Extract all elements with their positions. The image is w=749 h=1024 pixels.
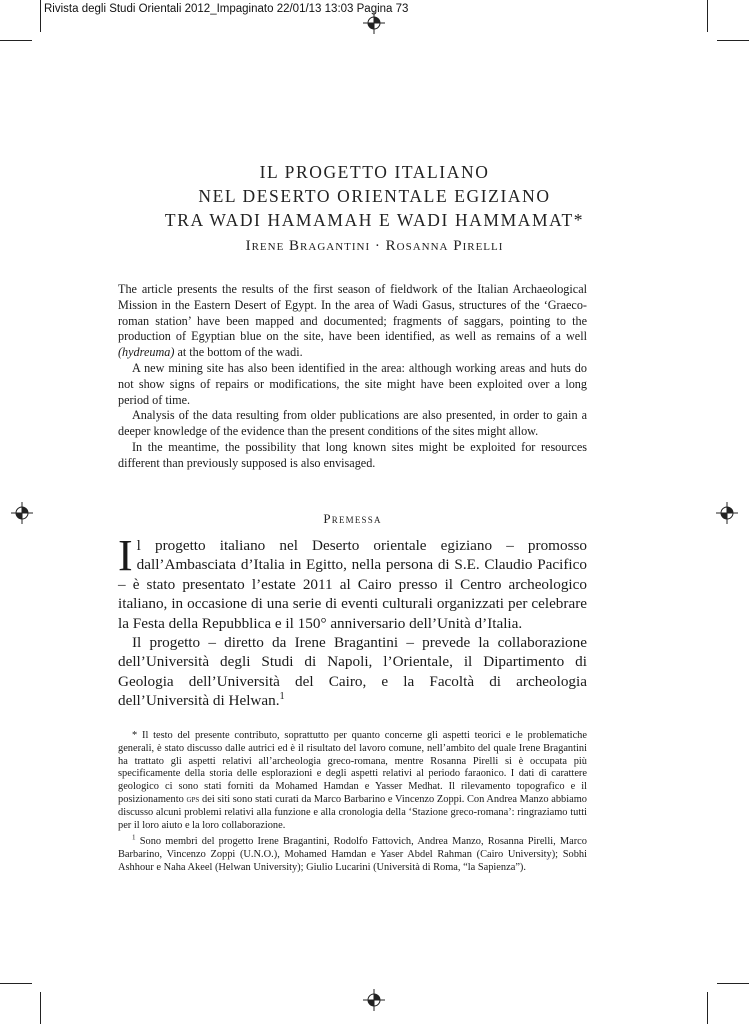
footnote-mark: * bbox=[132, 730, 138, 741]
article-authors: Irene Bragantini · Rosanna Pirelli bbox=[245, 238, 504, 254]
registration-mark-bottom-icon bbox=[363, 989, 385, 1011]
crop-mark-top-left-v bbox=[40, 0, 41, 32]
abstract-text: The article presents the results of the first season of fieldwork of the Italian Archaeological Mission in the Eastern Desert of Egypt. In the area of Wadi Gasus, structures of the ‘Graeco-roman station’ have been mapped and documented; fragments of saggars, pointing to the production of Egyptian blue on the site, have been identified, as well as remains of a well bbox=[118, 282, 587, 344]
abstract bbox=[118, 282, 587, 472]
drop-cap: I bbox=[118, 531, 133, 580]
title-line: TRA WADI HAMAMAH E WADI HAMMAMAT* bbox=[164, 210, 585, 230]
crop-mark-bottom-left-h bbox=[0, 983, 32, 984]
footnote-text: Il testo del presente contributo, soprattutto per quanto concerne gli aspetti teorici e le problematiche generali, è stato discusso dalle autrici ed è il risultato del lavoro comune, nell’ambito del quale Irene Bragantini ha trattato gli aspetti relativi all’archeologia greco-romana, mentre Rosanna Pirelli si è occupata più specificamente della storia delle esplorazioni e degli aspetti relativi al periodo faraonico. I dati di carattere geologico ci sono stati forniti da Mohamed Hamdan e Yasser Medhat. Il rilevamento topografico e il posizionamento bbox=[118, 730, 587, 805]
title-line: IL PROGETTO ITALIANO bbox=[259, 162, 490, 182]
footnote-mark: 1 bbox=[132, 833, 136, 842]
abstract-paragraph: Analysis of the data resulting from older publications are also presented, in order to gain a deeper knowledge of the evidence than the present conditions of the sites might allow. bbox=[118, 408, 587, 439]
footnote-ref: 1 bbox=[279, 691, 285, 703]
abstract-term: (hydreuma) bbox=[118, 345, 175, 360]
crop-mark-top-right-v bbox=[707, 0, 708, 32]
footnote-text: dei siti sono stati curati da Marco Barbarino e Vincenzo Zoppi. Con Andrea Manzo abbiamo discusso alcuni problemi relativi alla funzione e alla cronologia della ‘Stazione greco-romana’: ringraziamo tutti per il loro aiuto e la loro collaborazione. bbox=[118, 793, 587, 831]
print-slug: Rivista degli Studi Orientali 2012_Impaginato 22/01/13 13:03 Pagina 73 bbox=[44, 3, 409, 15]
abstract-text: at the bottom of the wadi. bbox=[174, 345, 303, 360]
crop-mark-top-left-h bbox=[0, 40, 32, 41]
crop-mark-bottom-right-v bbox=[707, 992, 708, 1024]
body-text bbox=[118, 531, 587, 711]
footnote-text: gps bbox=[186, 793, 200, 805]
abstract-paragraph: A new mining site has also been identified in the area: although working areas and huts do not show signs of repairs or modifications, the site might have been exploited over a long period of time. bbox=[118, 360, 587, 407]
registration-mark-right-icon bbox=[716, 502, 738, 524]
crop-mark-top-right-h bbox=[717, 40, 749, 41]
crop-mark-bottom-right-h bbox=[717, 983, 749, 984]
body-paragraph bbox=[118, 531, 587, 633]
abstract-paragraph bbox=[118, 282, 587, 361]
body-paragraph bbox=[118, 633, 587, 711]
registration-mark-left-icon bbox=[11, 502, 33, 524]
footnotes bbox=[118, 730, 587, 879]
crop-mark-bottom-left-v bbox=[40, 992, 41, 1024]
footnote-text: Sono membri del progetto Irene Bragantini, Rodolfo Fattovich, Andrea Manzo, Rosanna Pirelli, Marco Barbarino, Vincenzo Zoppi (U.N.O.), Mohamed Hamdan e Yaser Abdel Rahman (Cairo University); Sobhi Ashhour e Naha Akeel (Helwan University); Giulio Lucarini (Università di Roma, “la Sapienza”). bbox=[118, 836, 587, 873]
footnote-star bbox=[118, 730, 587, 832]
article-title bbox=[60, 160, 689, 232]
abstract-paragraph: In the meantime, the possibility that long known sites might be exploited for resources different than previously supposed is also envisaged. bbox=[118, 439, 587, 470]
footnote-1 bbox=[118, 833, 587, 874]
registration-mark-top-icon bbox=[363, 12, 385, 34]
section-heading: Premessa bbox=[323, 511, 382, 526]
body-text-span: Il progetto – diretto da Irene Bragantini – prevede la collaborazione dell’Università degli Studi di Napoli, l’Orientale, il Dipartimento di Geologia dell’Università del Cairo, e la Facoltà di archeologia dell’Università di Helwan. bbox=[118, 634, 587, 710]
title-line: NEL DESERTO ORIENTALE EGIZIANO bbox=[198, 186, 551, 206]
body-text-span: l progetto italiano nel Deserto orientale egiziano – promosso dall’Ambasciata d’Italia in Egitto, nella persona di S.E. Claudio Pacifico – è stato presentato l’estate 2011 al Cairo presso il Centro archeologico italiano, in occasione di una serie di eventi culturali organizzati per celebrare la Festa della Repubblica e il 150° anniversario dell’Unità d’Italia. bbox=[118, 537, 587, 632]
